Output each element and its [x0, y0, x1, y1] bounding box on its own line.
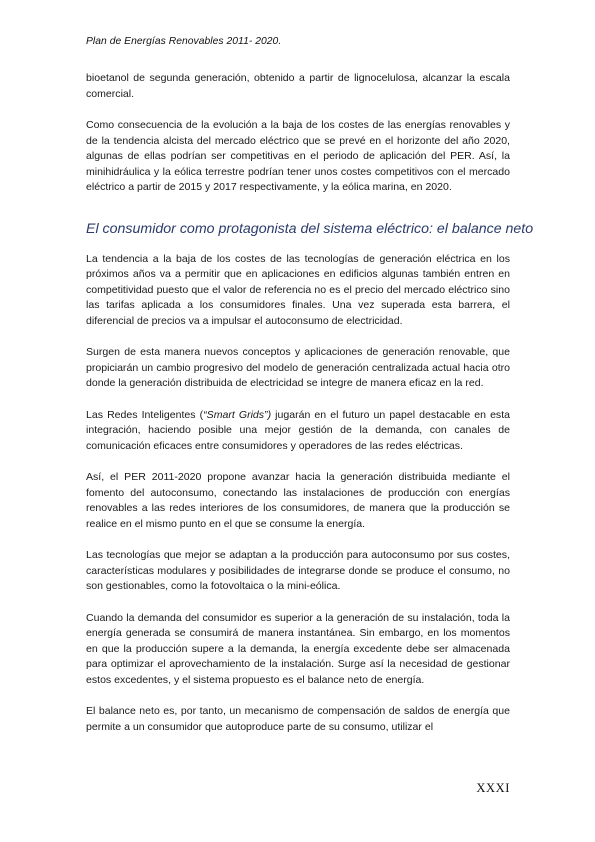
running-header: Plan de Energías Renovables 2011- 2020.: [86, 36, 282, 47]
section-heading: El consumidor como protagonista del sistema eléctrico: el balance neto: [86, 220, 534, 237]
paragraph-per-autoconsumo: Así, el PER 2011-2020 propone avanzar hacia la generación distribuida mediante el fomento del autoconsumo, conectando las instalaciones de producción con energías renovables a las redes interiores de los consumidores, de manera que la producción se realice en el mismo punto en el que se consume la energía.: [86, 471, 510, 530]
redes-inteligentes-text-end: jugarán en el futuro un papel destacable en esta integración, haciendo posible una mejor gestión de la demanda, con canales de comunicación eficaces entre consumidores y operadores de las redes eléctricas.: [86, 408, 511, 452]
paragraph-demanda-consumidor: Cuando la demanda del consumidor es superior a la generación de su instalación, toda la energía generada se consumirá de manera instantánea. Sin embargo, en los momentos en que la producción supere a la demanda, la energía excedente debe ser almacenada para optimizar el aprovechamiento de la instalación. Surge así la necesidad de gestionar estos excedentes, y el sistema propuesto es el balance neto de energía.: [86, 611, 510, 686]
paragraph-tendencia-costes: La tendencia a la baja de los costes de las tecnologías de generación eléctrica en los próximos años va a permitir que en aplicaciones en edificios algunas también entren en competitividad puesto que el valor de referencia no es el precio del mercado eléctrico sino las tarifas aplicada a los consumidores finales. Una vez superada esta barrera, el diferencial de precios va a impulsar el autoconsumo de electricidad.: [86, 252, 510, 327]
page-number: XXXI: [476, 781, 510, 795]
paragraph-redes-inteligentes: [86, 408, 510, 455]
smart-grids-term: “Smart Grids”): [203, 408, 272, 421]
paragraph-tecnologias: Las tecnologías que mejor se adaptan a la producción para autoconsumo por sus costes, características modulares y posibilidades de integrarse donde se produce el consumo, no son gestionables, como la fotovoltaica o la mini-eólica.: [86, 549, 510, 592]
redes-inteligentes-text-start: Las Redes Inteligentes (: [86, 408, 204, 421]
paragraph-bioetanol: bioetanol de segunda generación, obtenido a partir de lignocelulosa, alcanzar la escala comercial.: [86, 72, 510, 100]
paragraph-balance-neto: El balance neto es, por tanto, un mecanismo de compensación de saldos de energía que permite a un consumidor que autoproduce parte de su consumo, utilizar el: [86, 705, 510, 733]
document-body: [86, 71, 534, 751]
paragraph-nuevos-conceptos: Surgen de esta manera nuevos conceptos y aplicaciones de generación renovable, que propiciarán un cambio progresivo del modelo de generación centralizada actual hacia otro donde la generación distribuida de electricidad se integre de manera eficaz en la red.: [86, 346, 510, 389]
paragraph-costes-evolucion: Como consecuencia de la evolución a la baja de los costes de las energías renovables y de la tendencia alcista del mercado eléctrico que se prevé en el horizonte del año 2020, algunas de ellas podrían ser competitivas en el periodo de aplicación del PER. Así, la minihidráulica y la eólica terrestre podrían tener unos costes competitivos con el mercado eléctrico a partir de 2015 y 2017 respectivamente, y la eólica marina, en 2020.: [86, 119, 510, 193]
